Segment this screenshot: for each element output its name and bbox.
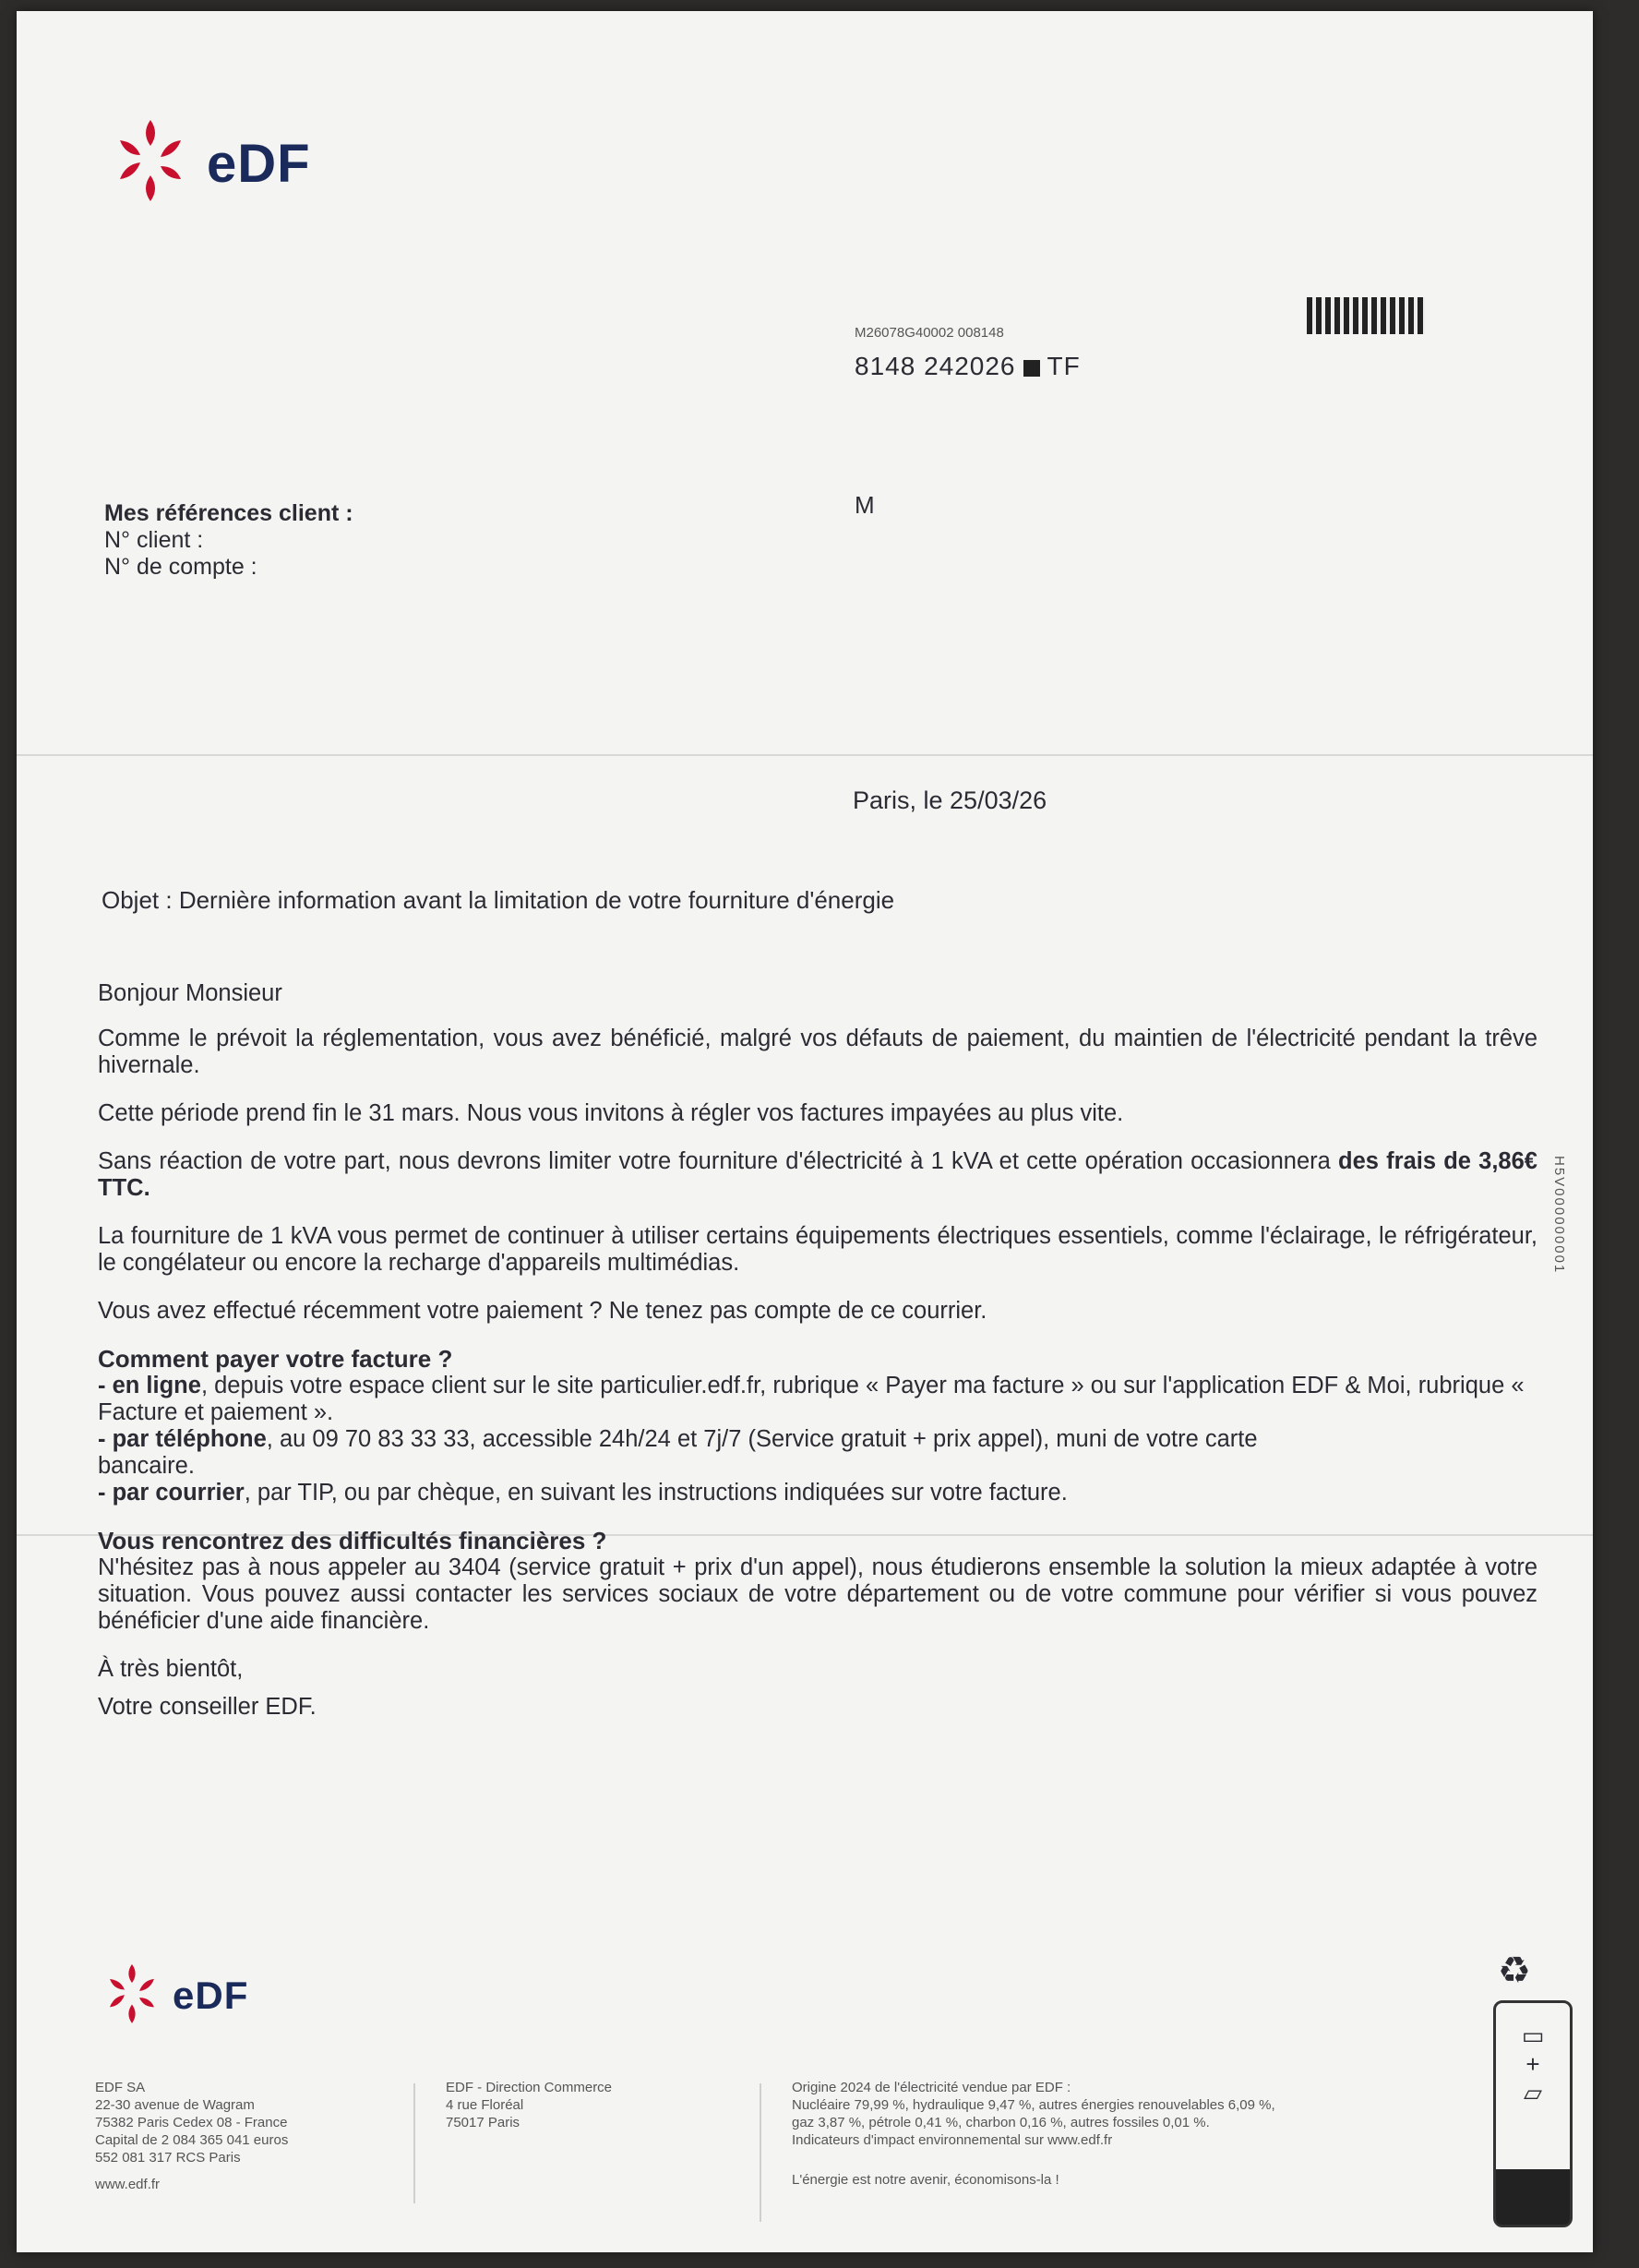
client-refs-title: Mes références client : <box>104 500 353 526</box>
datamatrix-code <box>1307 297 1425 334</box>
help-title: Vous rencontrez des difficultés financières ? <box>98 1527 607 1554</box>
paragraph-5: Vous avez effectué récemment votre paiement ? Ne tenez pas compte de ce courrier. <box>98 1298 987 1324</box>
footer-website: www.edf.fr <box>95 2177 161 2192</box>
closing: À très bientôt, <box>98 1656 244 1682</box>
footer-logo-text: eDF <box>173 1974 249 2017</box>
client-no-label: N° client : <box>104 527 204 553</box>
help-text: N'hésitez pas à nous appeler au 3404 (service gratuit + prix d'un appel), nous étudierons ensemble la solution la mieux adaptée à votre situation. Vous pouvez aussi contacter les services sociaux de votre département ou de votre commune pour vérifier si vous pouvez bénéficier d'une aide financière. <box>98 1554 1537 1634</box>
footer-col-2: EDF - Direction Commerce 4 rue Floréal 75017 Paris <box>446 2080 613 2130</box>
letter-date: Paris, le 25/03/26 <box>853 786 1047 814</box>
recycle-icon: ♻ <box>1498 1950 1531 1991</box>
paragraph-3: Sans réaction de votre part, nous devrons limiter votre fourniture d'électricité à 1 kVA et cette opération occasionnera des frais de 3,86€ TTC. <box>98 1148 1537 1201</box>
pay-online: - en ligne, depuis votre espace client sur le site particulier.edf.fr, rubrique « Payer ma facture » ou sur l'application EDF & Moi, rubrique « Facture et paiement ». <box>98 1373 1525 1425</box>
mail-code-right: TF <box>1047 352 1081 380</box>
letter-objet: Objet : Dernière information avant la limitation de votre fourniture d'énergie <box>102 886 895 914</box>
financial-help <box>98 1528 1537 1635</box>
fee-amount: des frais de 3,86€ TTC. <box>98 1148 1537 1201</box>
edf-logo <box>100 113 311 214</box>
edf-flower-icon <box>100 113 201 214</box>
pay-phone: - par téléphone, au 09 70 83 33 33, accessible 24h/24 et 7j/7 (Service gratuit + prix appel), muni de votre carte bancaire. <box>98 1426 1258 1479</box>
footer-tagline: L'énergie est notre avenir, économisons-la ! <box>792 2172 1059 2188</box>
footer-edf-logo <box>95 1959 248 2033</box>
paragraph-1: Comme le prévoit la réglementation, vous avez bénéficié, malgré vos défauts de paiement, du maintien de l'électricité pendant la trêve hivernale. <box>98 1026 1537 1078</box>
side-code: H5V000000001 <box>1551 1156 1567 1275</box>
letter-sheet <box>17 11 1593 2252</box>
edf-flower-icon <box>95 1959 169 2033</box>
triman-recycling-icon: ▭ + ▱ <box>1493 2000 1573 2227</box>
mail-code-big <box>855 352 1081 381</box>
paragraph-4: La fourniture de 1 kVA vous permet de continuer à utiliser certains équipements électriques essentiels, comme l'éclairage, le réfrigérateur, le congélateur ou encore la recharge d'appareils multimédias. <box>98 1223 1537 1276</box>
fold-line <box>17 754 1593 756</box>
payment-title: Comment payer votre facture ? <box>98 1345 453 1373</box>
logo-text: eDF <box>207 133 311 194</box>
footer-col-3: Origine 2024 de l'électricité vendue par EDF : Nucléaire 79,99 %, hydraulique 9,47 %, autres énergies renouvelables 6,09 %, gaz 3,87 %, pétrole 0,41 %, charbon 0,16 %, autres fossiles 0,01 %. Indicateurs d'impact environnemental sur www.edf.fr L'énergie est notre avenir, économisons-la ! <box>792 2079 1475 2189</box>
signature: Votre conseiller EDF. <box>98 1694 317 1720</box>
greeting: Bonjour Monsieur <box>98 980 282 1006</box>
mail-code <box>855 325 1081 381</box>
letter-body <box>98 980 1537 1742</box>
payment-methods <box>98 1346 1537 1506</box>
account-no-label: N° de compte : <box>104 554 257 580</box>
mail-code-left: 8148 242026 <box>855 352 1016 380</box>
client-references <box>104 500 353 581</box>
recipient-initial: M <box>855 491 875 519</box>
footer-col-1: EDF SA 22-30 avenue de Wagram 75382 Paris Cedex 08 - France Capital de 2 084 365 041 euros 552 081 317 RCS Paris www.edf.fr <box>95 2080 289 2192</box>
pay-mail: - par courrier, par TIP, ou par chèque, en suivant les instructions indiquées sur votre facture. <box>98 1480 1068 1506</box>
mail-code-small: M26078G40002 008148 <box>855 325 1004 341</box>
paragraph-2: Cette période prend fin le 31 mars. Nous vous invitons à régler vos factures impayées au plus vite. <box>98 1100 1124 1126</box>
